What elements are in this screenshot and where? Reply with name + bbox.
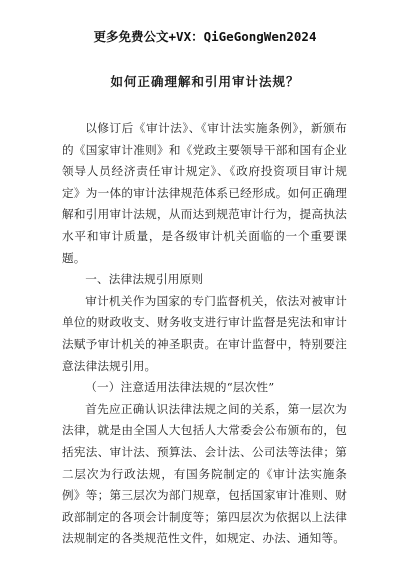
paragraph-intro: 以修订后《审计法》、《审计法实施条例》，新颁布的《国家审计准则》和《党政主要领导干部和国有企业领导人员经济责任审计规定》、《政府投资项目审计规定》为一体的审计法律规范体系已经形成。如何正确理解和引用审计法规，从而达到规范审计行为，提高执法水平和审计质量，是各级审计机关面临的一个重要课题。 (62, 121, 347, 265)
paragraph-principles: 审计机关作为国家的专门监督机关，依法对被审计单位的财政收支、财务收支进行审计监督是宪法和审计法赋予审计机关的神圣职责。在审计监督中，特别要注意法律法规引用。 (62, 293, 347, 373)
section-heading-principles: 一、法律法规引用原则 (85, 272, 204, 287)
watermark-text: 更多免费公文+VX：QiGeGongWen2024 (93, 29, 317, 44)
document-body (62, 118, 347, 550)
subsection-heading-hierarchy: （一）注意适用法律法规的“层次性” (85, 380, 275, 395)
paragraph-hierarchy: 首先应正确认识法律法规之间的关系，第一层次为法律，就是由全国人大包括人大常委会公布颁布的，包括宪法、审计法、预算法、会计法、公司法等法律；第二层次为行政法规，有国务院制定的《审计法实施条例》等；第三层次为部门规章，包括国家审计准则、财政部制定的各项会计制度等；第四层次为依据以上法律法规制定的各类规范性文件，如规定、办法、通知等。 (62, 401, 347, 546)
document-title: 如何正确理解和引用审计法规？ (110, 74, 300, 89)
